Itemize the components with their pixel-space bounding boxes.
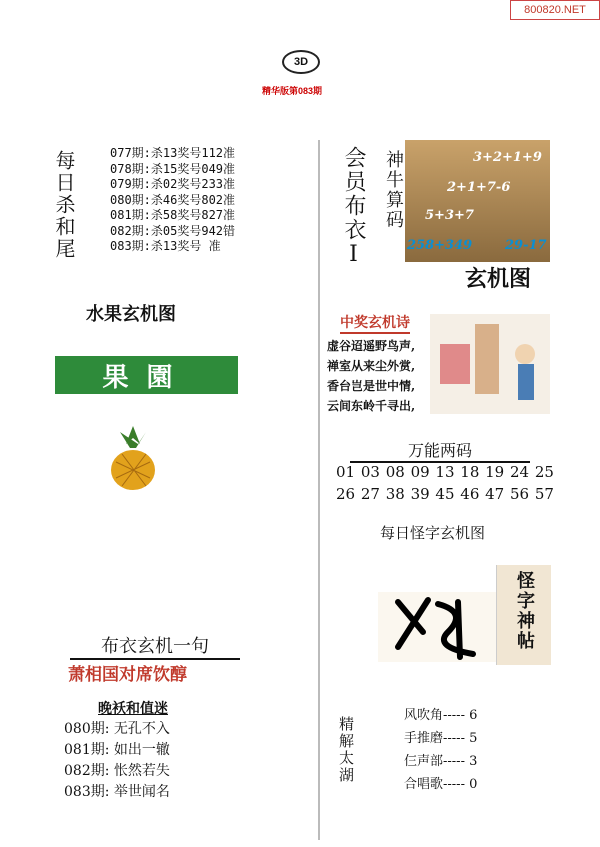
buyi-title: 布衣玄机一句 — [70, 632, 240, 660]
fruit-title: 水果玄机图 — [86, 304, 176, 325]
strange-char-side-text: 怪字神帖 — [514, 571, 535, 651]
jingjie-key: 仨声部----- — [404, 754, 465, 769]
ox-label: 29-17 — [505, 238, 547, 253]
issue-label: 精华版第083期 — [262, 86, 323, 96]
list-item: 081期:杀58奖号827准 — [110, 208, 236, 222]
jingjie-key: 合唱歌----- — [404, 777, 465, 792]
list-item: 081期: 如出一辙 — [64, 742, 170, 758]
site-badge: 800820.NET — [510, 0, 600, 20]
jingjie-list — [404, 704, 477, 796]
list-item: 078期:杀15奖号049准 — [110, 161, 236, 176]
ox-label: 5+3+7 — [425, 208, 474, 223]
two-codes-row: 26 27 38 39 45 46 47 56 57 — [336, 485, 554, 503]
list-item: 077期:杀13奖号112准 — [110, 146, 236, 160]
strange-char-title: 每日怪字玄机图 — [380, 524, 486, 542]
jingjie-value: 5 — [469, 731, 478, 746]
list-item: 083期:杀13奖号 准 — [110, 239, 221, 253]
ox-label: 258+349 — [407, 238, 473, 253]
two-codes-title: 万能两码 — [350, 438, 530, 463]
ox-label: 3+2+1+9 — [473, 150, 542, 165]
list-item — [404, 750, 477, 773]
ox-image — [405, 140, 550, 262]
daily-kill-list — [110, 146, 235, 255]
poem-line: 禅室从来尘外赏, — [327, 359, 416, 373]
poem-line: 云间东岭千寻出, — [327, 399, 416, 413]
list-item — [404, 727, 477, 750]
ox-label: 2+1+7-6 — [447, 180, 511, 195]
list-item: 082期:杀05奖号942错 — [110, 223, 236, 238]
list-item — [404, 773, 477, 796]
buyi-phrase: 萧相国对席饮醇 — [68, 665, 187, 685]
list-item: 083期: 举世闻名 — [64, 784, 170, 800]
fruit-banner: 果園 — [55, 356, 238, 394]
list-item: 082期: 怅然若失 — [64, 763, 170, 779]
evening-title: 晚袄和值迷 — [98, 701, 168, 717]
jingjie-key: 风吹角----- — [404, 708, 465, 723]
jingjie-key: 手推磨----- — [404, 731, 465, 746]
pineapple-icon — [88, 422, 178, 492]
strange-char-side-card — [496, 565, 551, 665]
logo: 3D — [282, 50, 320, 74]
list-item: 079期:杀02奖号233准 — [110, 177, 236, 191]
poem-line: 虚谷迢遥野鸟声, — [327, 339, 416, 353]
huiyuan-title: 会员布衣Ⅰ — [341, 146, 366, 269]
column-divider — [318, 140, 320, 840]
jingjie-value: 6 — [469, 708, 478, 723]
poem-illustration — [430, 314, 550, 414]
poem-lines — [327, 336, 415, 416]
jingjie-title: 精解太湖 — [337, 716, 355, 784]
evening-list — [64, 719, 170, 803]
strange-char-glyph — [378, 592, 498, 662]
two-codes-row: 01 03 08 09 13 18 19 24 25 — [336, 463, 554, 481]
poem-line: 香台岂是世中情, — [327, 379, 416, 393]
list-item — [404, 704, 477, 727]
huiyuan-subtitle: 神牛算码 — [383, 150, 404, 230]
jingjie-value: 0 — [469, 777, 478, 792]
ox-caption: 玄机图 — [465, 266, 532, 292]
jingjie-value: 3 — [469, 754, 478, 769]
list-item: 080期: 无孔不入 — [64, 721, 170, 737]
daily-kill-title: 每日杀和尾 — [52, 150, 76, 260]
list-item: 080期:杀46奖号802准 — [110, 192, 236, 207]
poem-title: 中奖玄机诗 — [340, 312, 410, 334]
